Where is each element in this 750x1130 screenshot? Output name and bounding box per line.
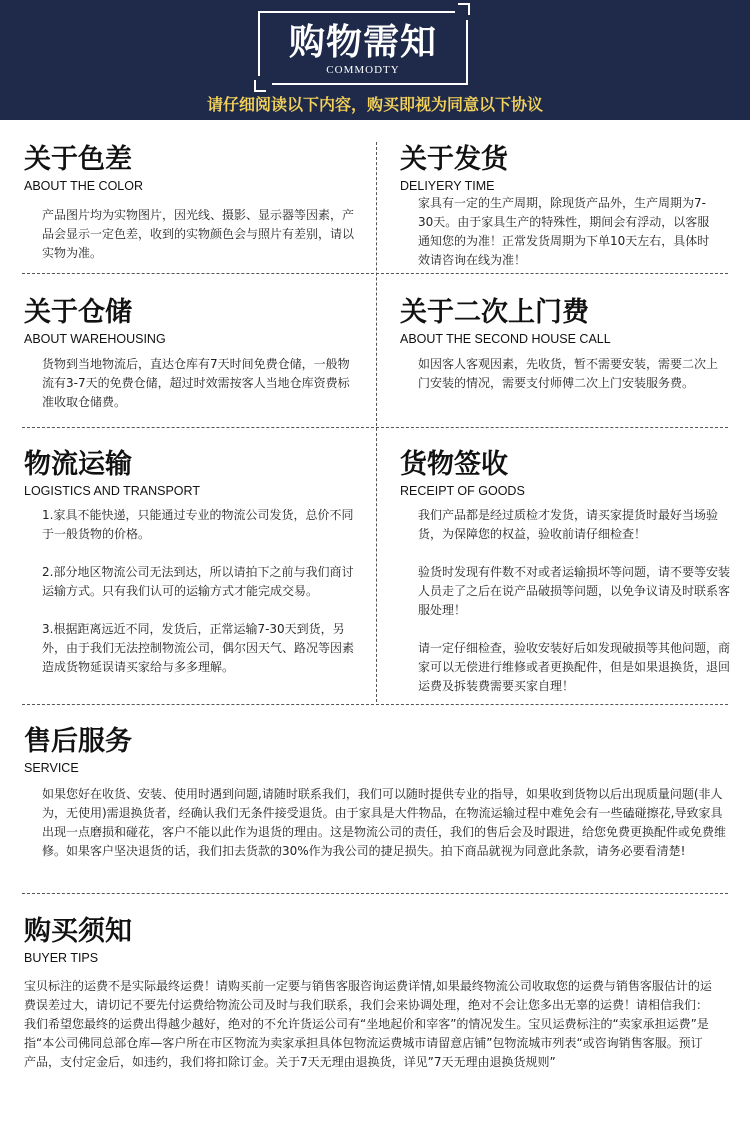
column-divider — [376, 142, 377, 702]
divider — [22, 427, 728, 428]
agreement-notice: 请仔细阅读以下内容，购买即视为同意以下协议 — [206, 95, 543, 114]
logistics-paragraph: 2.部分地区物流公司无法到达，所以请拍下之前与我们商讨运输方式。只有我们认可的运输方式才能完成交易。 — [42, 565, 354, 598]
section-subtitle: ABOUT THE SECOND HOUSE CALL — [400, 332, 611, 346]
section-color — [24, 144, 364, 194]
logistics-paragraph: 1.家具不能快递，只能通过专业的物流公司发货，总价不同于一般货物的价格。 — [42, 508, 354, 541]
receipt-paragraph: 请一定仔细检查，验收安装好后如发现破损等其他问题，商家可以无偿进行维修或者更换配件，但是如果退换货，退回运费及拆装费需要买家自理！ — [418, 641, 731, 693]
section-title: 关于仓储 — [24, 297, 132, 328]
section-subtitle: ABOUT WAREHOUSING — [24, 332, 166, 346]
section-subtitle: BUYER TIPS — [24, 951, 99, 965]
header-banner — [0, 0, 750, 120]
section-title: 关于二次上门费 — [400, 297, 589, 328]
section-subtitle: RECEIPT OF GOODS — [400, 484, 525, 498]
section-title: 物流运输 — [24, 449, 132, 480]
section-title: 关于色差 — [24, 144, 132, 175]
divider — [22, 893, 728, 894]
section-receipt — [400, 449, 730, 499]
divider — [22, 704, 728, 705]
logistics-text — [42, 506, 360, 677]
service-text: 如果您好在收货、安装、使用时遇到问题,请随时联系我们，我们可以随时提供专业的指导，如果收到货物以后出现质量问题(非人为，无使用)需退换货者，经确认我们无条件接受退货。由于家具是大件物品，在物流运输过程中难免会有一些磕碰擦花,导致家具出现一点磨损和碰花，客户不能以此作为退货的理由。这是物流公司的责任，我们的售后会及时跟进，给您免费更换配件或免费维修。如果客户坚决退货的话，我们扣去货款的30%作为我公司的捷足损失。拍下商品就视为同意此条款，请务必要看清楚! — [42, 787, 727, 858]
page-subtitle: COMMODTY — [326, 64, 400, 76]
receipt-text — [418, 506, 732, 696]
delivery-text: 家具有一定的生产周期，除现货产品外，生产周期为7-30天。由于家具生产的特殊性，期间会有浮动，以客服通知您的为准！正常发货周期为下单10天左右，具体时效请咨询在线为准！ — [418, 196, 710, 267]
section-title: 关于发货 — [400, 144, 508, 175]
section-title: 售后服务 — [24, 726, 132, 757]
section-subtitle: LOGISTICS AND TRANSPORT — [24, 484, 200, 498]
warehousing-text: 货物到当地物流后，直达仓库有7天时间免费仓储，一般物流有3-7天的免费仓储，超过时效需按客人当地仓库资费标准收取仓储费。 — [42, 357, 350, 409]
section-subtitle: SERVICE — [24, 761, 79, 775]
page-title: 购物需知 — [288, 21, 437, 63]
corner-ornament-icon — [254, 80, 266, 92]
section-title: 购买须知 — [24, 916, 132, 947]
section-service — [24, 726, 724, 776]
section-warehousing — [24, 297, 364, 347]
logistics-paragraph: 3.根据距离远近不同，发货后，正常运输7-30天到货，另外，由于我们无法控制物流公司，偶尔因天气、路况等因素造成货物延误请买家给与多多理解。 — [42, 622, 355, 674]
buyer-tips-text: 宝贝标注的运费不是实际最终运费！请购买前一定要与销售客服咨询运费详情,如果最终物流公司收取您的运费与销售客服估计的运费误差过大，请切记不要先付运费给物流公司及时与我们联系，我们会来协调处理，绝对不会让您多出无辜的运费！请相信我们：我们希望您最终的运费出得越少越好，绝对的不允许货运公司有“坐地起价和宰客”的情况发生。宝贝运费标注的“卖家承担运费”是指“本公司佛同总部仓库—客户所在市区物流为卖家承担具体包物流运费城市请留意店铺”包物流城市列表“或咨询销售客服。预订产品，支付定金后，如违约，我们将扣除订金。关于7天无理由退换货，详见”7天无理由退换货规则” — [24, 979, 712, 1069]
receipt-paragraph: 验货时发现有件数不对或者运输损坏等问题，请不要等安装人员走了之后在说产品破损等问题，以免争议请及时联系客服处理！ — [418, 565, 731, 617]
section-subtitle: ABOUT THE COLOR — [24, 179, 144, 193]
divider — [22, 273, 728, 274]
section-buyer-tips — [24, 916, 724, 966]
section-logistics — [24, 449, 364, 499]
receipt-paragraph: 我们产品都是经过质检才发货，请买家提货时最好当场验货，为保障您的权益，验收前请仔细检查！ — [418, 508, 719, 541]
section-subtitle: DELIYERY TIME — [400, 179, 495, 193]
color-text: 产品图片均为实物图片，因光线、摄影、显示器等因素，产品会显示一定色差，收到的实物颜色会与照片有差别，请以实物为准。 — [42, 208, 355, 260]
section-second-call — [400, 297, 730, 347]
section-title: 货物签收 — [400, 449, 508, 480]
second-call-text: 如因客人客观因素，先收货，暂不需要安装，需要二次上门安装的情况，需要支付师傅二次上门安装服务费。 — [418, 357, 719, 390]
section-delivery — [400, 144, 730, 194]
